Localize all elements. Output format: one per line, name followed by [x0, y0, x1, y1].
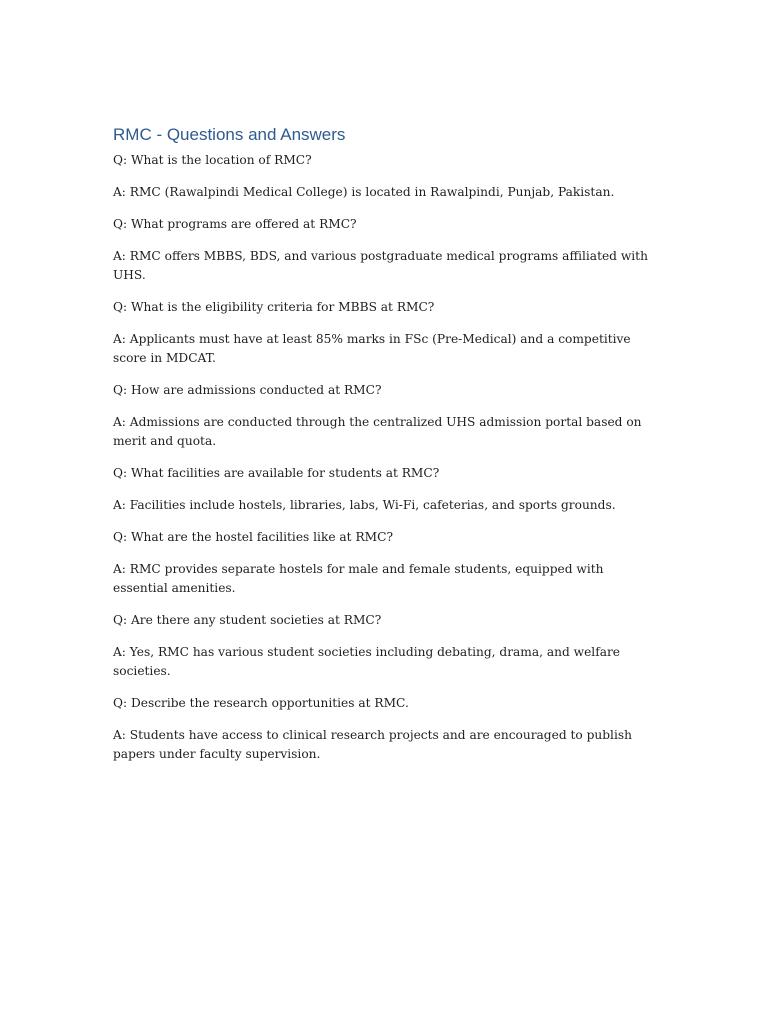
question-facilities: Q: What facilities are available for students at RMC? — [113, 466, 440, 480]
question-hostels: Q: What are the hostel facilities like at RMC? — [113, 530, 393, 544]
question-programs: Q: What programs are offered at RMC? — [113, 217, 357, 231]
question-admissions: Q: How are admissions conducted at RMC? — [113, 383, 382, 397]
question-location: Q: What is the location of RMC? — [113, 153, 312, 167]
answer-eligibility: A: Applicants must have at least 85% marks in FSc (Pre-Medical) and a competitive score in MDCAT. — [113, 332, 631, 365]
answer-location: A: RMC (Rawalpindi Medical College) is located in Rawalpindi, Punjab, Pakistan. — [113, 185, 615, 199]
answer-admissions: A: Admissions are conducted through the centralized UHS admission portal based on merit and quota. — [113, 415, 642, 448]
question-research: Q: Describe the research opportunities at RMC. — [113, 696, 409, 710]
answer-hostels: A: RMC provides separate hostels for male and female students, equipped with essential amenities. — [113, 562, 604, 595]
answer-programs: A: RMC offers MBBS, BDS, and various postgraduate medical programs affiliated with UHS. — [113, 249, 648, 282]
question-eligibility: Q: What is the eligibility criteria for MBBS at RMC? — [113, 300, 435, 314]
document-content — [113, 124, 661, 777]
answer-research: A: Students have access to clinical research projects and are encouraged to publish papers under faculty supervision. — [113, 728, 632, 761]
document-title: RMC - Questions and Answers — [113, 125, 346, 144]
answer-facilities: A: Facilities include hostels, libraries, labs, Wi-Fi, cafeterias, and sports grounds. — [113, 498, 616, 512]
question-societies: Q: Are there any student societies at RMC? — [113, 613, 382, 627]
answer-societies: A: Yes, RMC has various student societies including debating, drama, and welfare societies. — [113, 645, 621, 678]
